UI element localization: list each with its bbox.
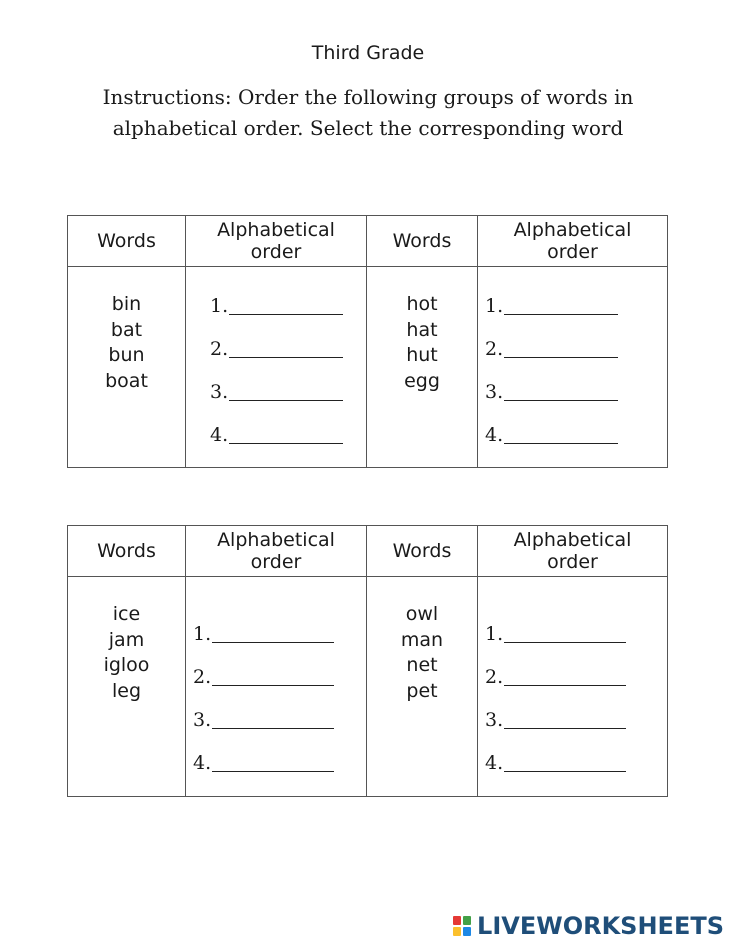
answer-blank[interactable] xyxy=(504,295,618,315)
word: bin xyxy=(111,293,142,315)
answer-slots xyxy=(478,577,668,797)
brand-logo-icon xyxy=(453,916,471,936)
answer-blank[interactable] xyxy=(212,666,334,686)
answer-slot[interactable]: 4. xyxy=(485,752,667,795)
word: owl xyxy=(405,603,439,625)
answer-blank[interactable] xyxy=(504,666,626,686)
answer-slot[interactable]: 2. xyxy=(210,338,366,381)
answer-blank[interactable] xyxy=(504,752,626,772)
worksheet-title: Third Grade xyxy=(311,42,425,64)
word: man xyxy=(400,628,444,651)
word: leg xyxy=(111,679,142,702)
answer-slot[interactable]: 2. xyxy=(485,338,667,381)
answer-blank[interactable] xyxy=(504,709,626,729)
word-group xyxy=(367,577,478,797)
word: jam xyxy=(108,628,145,651)
word-table-1 xyxy=(67,215,668,468)
instructions-line-2: alphabetical order. Select the corresponding word xyxy=(112,116,624,140)
logo-square-red xyxy=(453,916,461,925)
header-alphabetical-order: Alphabetical order xyxy=(186,216,367,267)
answer-slot[interactable]: 4. xyxy=(210,424,366,467)
liveworksheets-logo xyxy=(453,912,724,940)
header-words: Words xyxy=(367,526,478,577)
instructions-line-1: Instructions: Order the following groups of words in xyxy=(102,85,634,109)
answer-slot[interactable]: 1. xyxy=(193,623,366,666)
answer-blank[interactable] xyxy=(212,709,334,729)
word: hot xyxy=(406,293,438,315)
word: bun xyxy=(108,344,145,366)
header-words: Words xyxy=(68,526,186,577)
header-alphabetical-order: Alphabetical order xyxy=(478,526,668,577)
word-table-2 xyxy=(67,525,668,797)
answer-slots xyxy=(186,267,367,468)
word: egg xyxy=(404,369,440,392)
instructions xyxy=(60,82,676,144)
answer-slot[interactable]: 1. xyxy=(485,623,667,666)
answer-blank[interactable] xyxy=(504,623,626,643)
answer-blank[interactable] xyxy=(504,338,618,358)
word-group xyxy=(68,267,186,468)
answer-blank[interactable] xyxy=(504,424,618,444)
word: boat xyxy=(105,369,148,392)
header-alphabetical-order: Alphabetical order xyxy=(478,216,668,267)
answer-blank[interactable] xyxy=(229,295,343,315)
word: hat xyxy=(406,318,438,341)
header-words: Words xyxy=(367,216,478,267)
answer-slots xyxy=(478,267,668,468)
logo-square-yellow xyxy=(453,927,461,936)
header-words: Words xyxy=(68,216,186,267)
answer-blank[interactable] xyxy=(504,381,618,401)
answer-slot[interactable]: 3. xyxy=(193,709,366,752)
answer-slot[interactable]: 1. xyxy=(210,295,366,338)
answer-blank[interactable] xyxy=(229,381,343,401)
answer-slot[interactable]: 4. xyxy=(193,752,366,795)
answer-slot[interactable]: 2. xyxy=(193,666,366,709)
brand-text: LIVEWORKSHEETS xyxy=(477,912,724,940)
logo-square-green xyxy=(463,916,471,925)
word-group xyxy=(68,577,186,797)
word: net xyxy=(406,654,438,676)
answer-blank[interactable] xyxy=(212,752,334,772)
answer-blank[interactable] xyxy=(229,338,343,358)
answer-blank[interactable] xyxy=(212,623,334,643)
answer-slot[interactable]: 3. xyxy=(485,709,667,752)
answer-blank[interactable] xyxy=(229,424,343,444)
word: ice xyxy=(112,603,141,625)
header-alphabetical-order: Alphabetical order xyxy=(186,526,367,577)
word: pet xyxy=(406,679,438,702)
answer-slot[interactable]: 1. xyxy=(485,295,667,338)
answer-slot[interactable]: 3. xyxy=(485,381,667,424)
logo-square-blue xyxy=(463,927,471,936)
answer-slot[interactable]: 4. xyxy=(485,424,667,467)
answer-slot[interactable]: 3. xyxy=(210,381,366,424)
word: hut xyxy=(406,344,438,366)
answer-slots xyxy=(186,577,367,797)
answer-slot[interactable]: 2. xyxy=(485,666,667,709)
word: bat xyxy=(110,318,143,341)
word: igloo xyxy=(103,654,150,676)
word-group xyxy=(367,267,478,468)
